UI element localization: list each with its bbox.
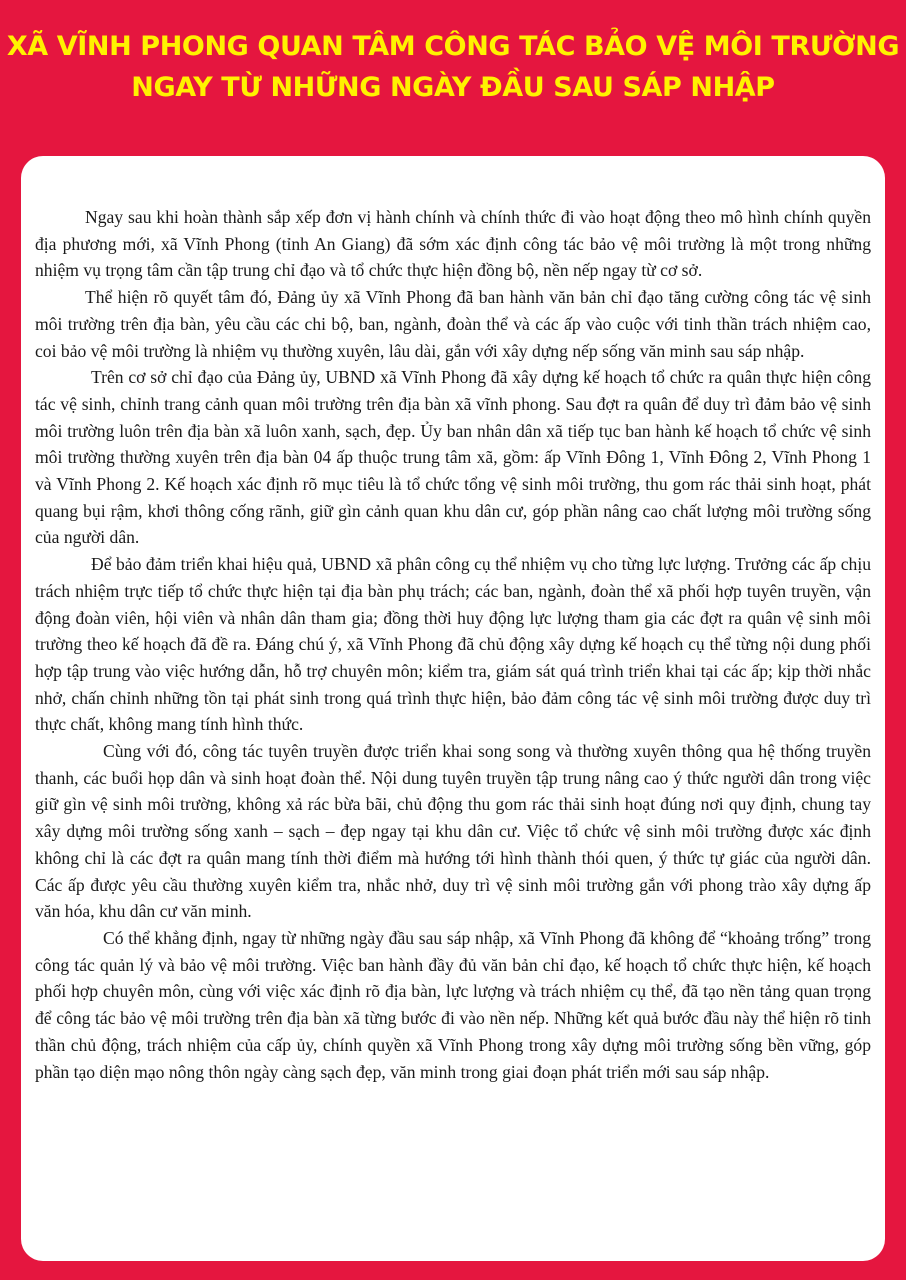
paragraph-1: Ngay sau khi hoàn thành sắp xếp đơn vị hành chính và chính thức đi vào hoạt động theo mô hình chính quyền địa phương mới, xã Vĩnh Phong (tỉnh An Giang) đã sớm xác định công tác bảo vệ môi trường là một trong những nhiệm vụ trọng tâm cần tập trung chỉ đạo và tổ chức thực hiện đồng bộ, nền nếp ngay từ cơ sở. — [35, 207, 871, 281]
headline-line-2: NGAY TỪ NHỮNG NGÀY ĐẦU SAU SÁP NHẬP — [131, 72, 775, 103]
paragraph-5: Cùng với đó, công tác tuyên truyền được triển khai song song và thường xuyên thông qua hệ thống truyền thanh, các buổi họp dân và sinh hoạt đoàn thể. Nội dung tuyên truyền tập trung nâng cao ý thức người dân trong việc giữ gìn vệ sinh môi trường, không xả rác bừa bãi, chủ động thu gom rác thải sinh hoạt đúng nơi quy định, chung tay xây dựng môi trường sống xanh – sạch – đẹp ngay tại khu dân cư. Việc tổ chức vệ sinh môi trường được xác định không chỉ là các đợt ra quân mang tính thời điểm mà hướng tới hình thành thói quen, ý thức tự giác của người dân. Các ấp được yêu cầu thường xuyên kiểm tra, nhắc nhở, duy trì vệ sinh môi trường gắn với phong trào xây dựng ấp văn hóa, khu dân cư văn minh. — [35, 741, 871, 922]
headline-line-1: XÃ VĨNH PHONG QUAN TÂM CÔNG TÁC BẢO VỆ MÔI TRƯỜNG — [6, 31, 900, 62]
headline — [0, 26, 906, 108]
article-panel — [21, 156, 885, 1261]
paragraph-2: Thể hiện rõ quyết tâm đó, Đảng ủy xã Vĩnh Phong đã ban hành văn bản chỉ đạo tăng cường công tác vệ sinh môi trường trên địa bàn, yêu cầu các chi bộ, ban, ngành, đoàn thể và các ấp vào cuộc với tinh thần trách nhiệm cao, coi bảo vệ môi trường là nhiệm vụ thường xuyên, lâu dài, gắn với xây dựng nếp sống văn minh sau sáp nhập. — [35, 287, 871, 361]
paragraph-3: Trên cơ sở chỉ đạo của Đảng ủy, UBND xã Vĩnh Phong đã xây dựng kế hoạch tổ chức ra quân thực hiện công tác vệ sinh, chỉnh trang cảnh quan môi trường trên địa bàn xã vĩnh phong. Sau đợt ra quân để duy trì đảm bảo vệ sinh môi trường luôn trên địa bàn xã luôn xanh, sạch, đẹp. Ủy ban nhân dân xã tiếp tục ban hành kế hoạch tổ chức vệ sinh môi trường thường xuyên trên địa bàn 04 ấp thuộc trung tâm xã, gồm: ấp Vĩnh Đông 1, Vĩnh Đông 2, Vĩnh Phong 1 và Vĩnh Phong 2. Kế hoạch xác định rõ mục tiêu là tổ chức tổng vệ sinh môi trường, thu gom rác thải sinh hoạt, phát quang bụi rậm, khơi thông cống rãnh, giữ gìn cảnh quan khu dân cư, góp phần nâng cao chất lượng môi trường sống của người dân. — [35, 367, 871, 548]
paragraph-6: Có thể khẳng định, ngay từ những ngày đầu sau sáp nhập, xã Vĩnh Phong đã không để “khoảng trống” trong công tác quản lý và bảo vệ môi trường. Việc ban hành đầy đủ văn bản chỉ đạo, kế hoạch tổ chức thực hiện, kế hoạch phối hợp chuyên môn, cùng với việc xác định rõ địa bàn, lực lượng và trách nhiệm cụ thể, đã tạo nền tảng quan trọng để công tác bảo vệ môi trường trên địa bàn xã từng bước đi vào nền nếp. Những kết quả bước đầu này thể hiện rõ tinh thần chủ động, trách nhiệm của cấp ủy, chính quyền xã Vĩnh Phong trong xây dựng môi trường sống bền vững, góp phần tạo diện mạo nông thôn ngày càng sạch đẹp, văn minh trong giai đoạn phát triển mới sau sáp nhập. — [35, 927, 871, 1082]
article-body — [35, 204, 871, 1085]
paragraph-4: Để bảo đảm triển khai hiệu quả, UBND xã phân công cụ thể nhiệm vụ cho từng lực lượng. Trưởng các ấp chịu trách nhiệm trực tiếp tổ chức thực hiện tại địa bàn phụ trách; các ban, ngành, đoàn thể xã phối hợp tuyên truyền, vận động đoàn viên, hội viên và nhân dân tham gia; đồng thời huy động lực lượng tham gia các đợt ra quân vệ sinh môi trường theo kế hoạch đã đề ra. Đáng chú ý, xã Vĩnh Phong đã chủ động xây dựng kế hoạch cụ thể từng nội dung phối hợp tập trung vào việc hướng dẫn, hỗ trợ chuyên môn; kiểm tra, giám sát quá trình triển khai tại các ấp; kịp thời nhắc nhở, chấn chỉnh những tồn tại phát sinh trong quá trình thực hiện, bảo đảm công tác vệ sinh môi trường được duy trì thực chất, không mang tính hình thức. — [35, 554, 871, 735]
